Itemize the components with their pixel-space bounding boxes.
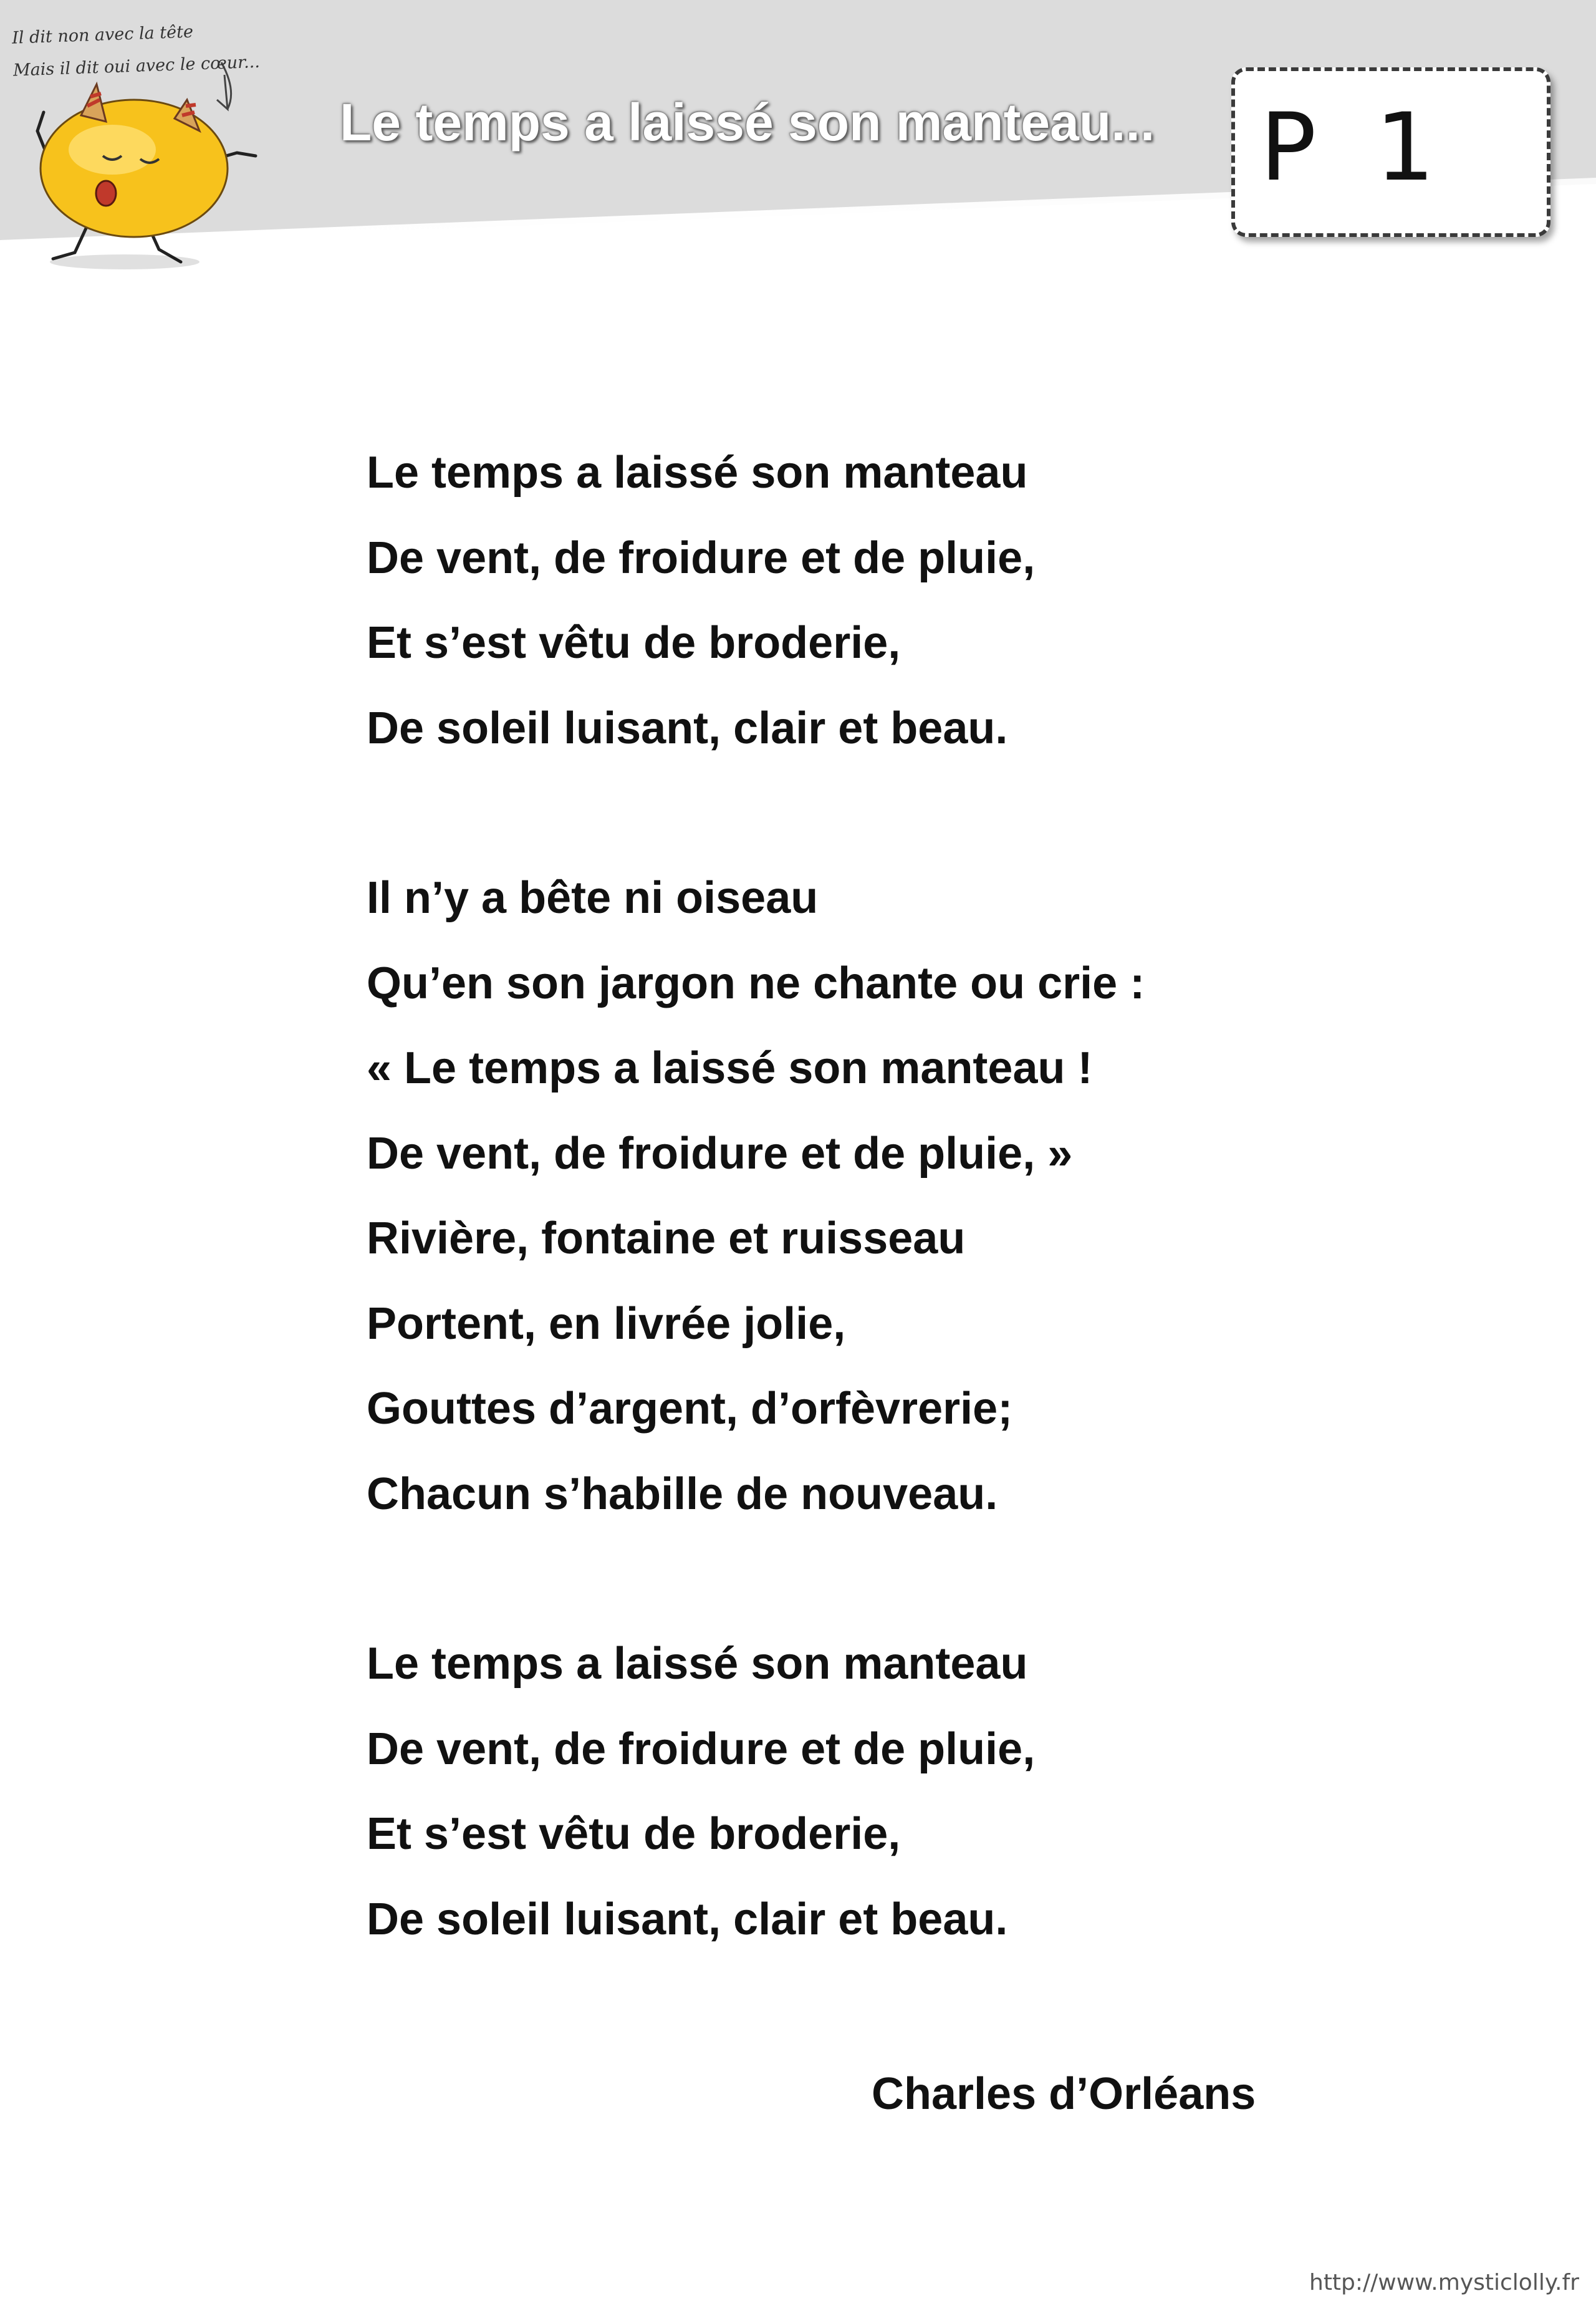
speech-line: Il dit non avec la tête [11,22,194,48]
stanza [367,430,1145,771]
poem-author: Charles d’Orléans [872,2069,1256,2119]
poem-line: Portent, en livrée jolie, [367,1298,846,1349]
poem-line: Qu’en son jargon ne chante ou crie : [367,958,1145,1008]
poem-line: Rivière, fontaine et ruisseau [367,1213,966,1263]
poem-line: De soleil luisant, clair et beau. [367,1894,1008,1944]
poem-line: De soleil luisant, clair et beau. [367,703,1008,753]
poem-line: Gouttes d’argent, d’orfèvrerie; [367,1384,1013,1434]
poem-line: Et s’est vêtu de broderie, [367,1809,901,1859]
speech-bubble-text [11,12,287,87]
page-badge-letter: P [1260,94,1317,202]
poem-line: De vent, de froidure et de pluie, » [367,1128,1073,1179]
poem-line: Chacun s’habille de nouveau. [367,1469,998,1519]
poem-line: Le temps a laissé son manteau [367,1639,1028,1689]
poem [367,430,1145,1962]
stanza [367,1621,1145,1962]
page-title: Le temps a laissé son manteau... [340,93,1155,152]
page-badge [1231,67,1550,237]
stanza [367,856,1145,1537]
poem-line: « Le temps a laissé son manteau ! [367,1043,1093,1093]
poem-line: Et s’est vêtu de broderie, [367,618,901,668]
poem-line: Il n’y a bête ni oiseau [367,873,819,923]
speech-line: Mais il dit oui avec le cœur... [12,52,261,80]
poem-line: Le temps a laissé son manteau [367,448,1028,498]
page-badge-number: 1 [1375,94,1435,202]
poem-line: De vent, de froidure et de pluie, [367,533,1036,583]
footer-url[interactable]: http://www.mysticlolly.fr [1309,2270,1579,2295]
poem-line: De vent, de froidure et de pluie, [367,1724,1036,1774]
